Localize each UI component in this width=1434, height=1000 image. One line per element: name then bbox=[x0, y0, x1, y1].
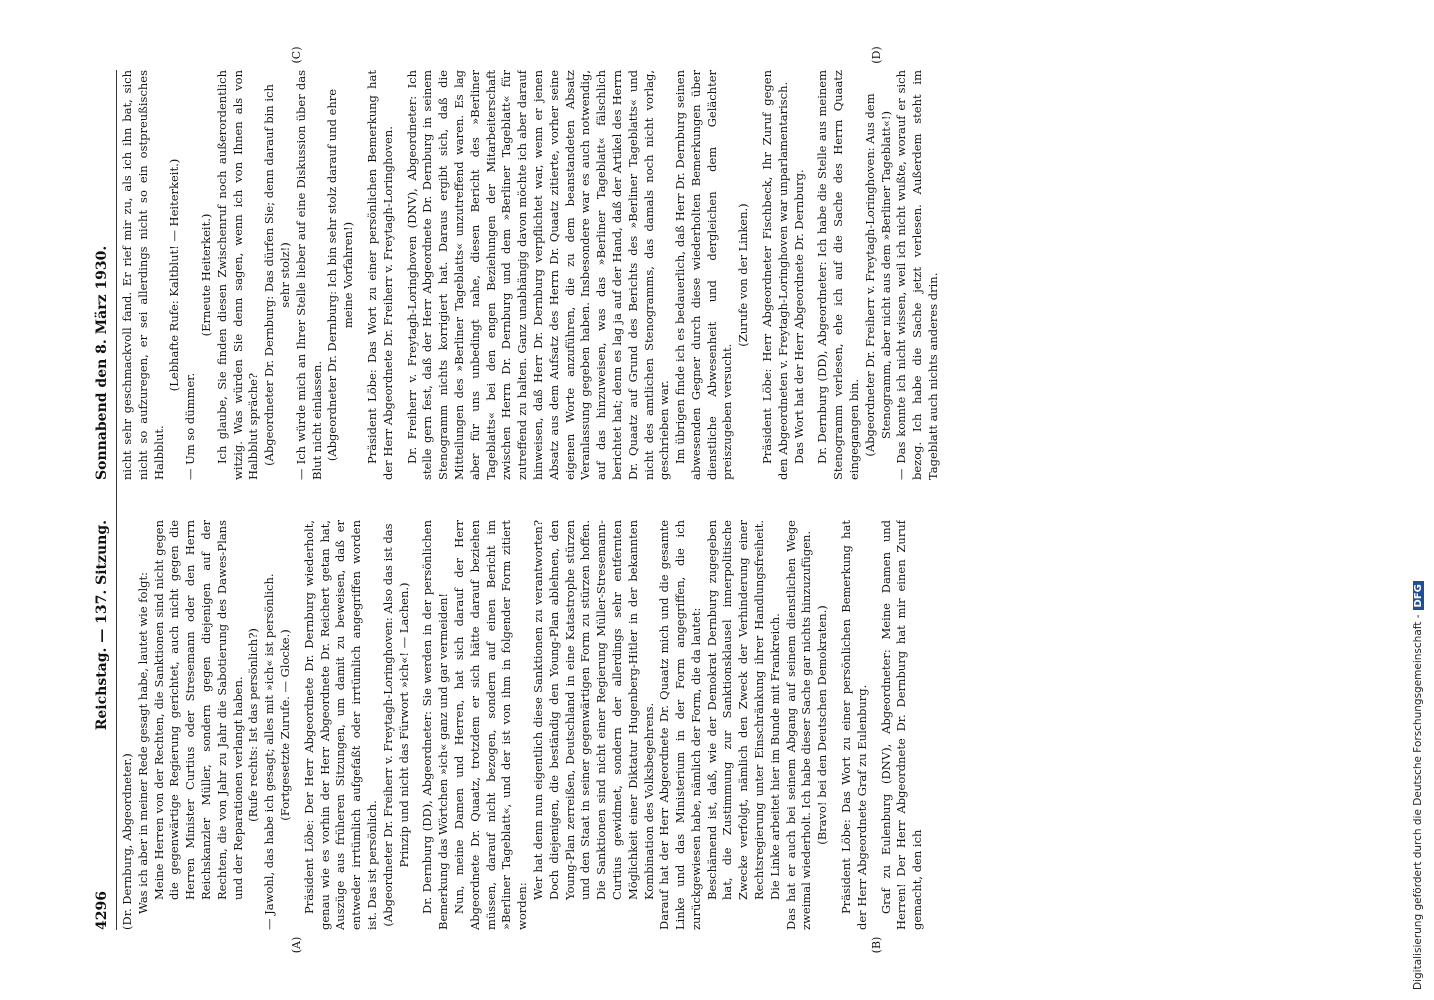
margin-letter-b: (B) bbox=[870, 936, 883, 954]
paragraph: nicht sehr geschmackvoll fand. Er rief mir zu, als ich ihn bat, sich nicht so aufzuregen, er sei allerdings nicht so ein ostpreußisches Halbblut. bbox=[120, 70, 166, 480]
paragraph: Darauf hat der Herr Abgeordnete Dr. Quaatz mich und die gesamte Linke und das Ministerium in der Form angegriffen, die ich zurückgewiesen habe, nämlich der Form, die da lautet: bbox=[657, 520, 703, 930]
interjection: (Abgeordneter Dr. Dernburg: Ich bin sehr stolz darauf und ehre meine Vorfahren!) bbox=[325, 88, 356, 462]
dfg-logo: DFG bbox=[1413, 581, 1424, 610]
interjection: (Zurufe von der Linken.) bbox=[736, 203, 751, 347]
paragraph: Im übrigen finde ich es bedauerlich, daß Herr Dr. Dernburg seinen abwesenden Gegner durch diese wiederholten Bemerkungen über dienstliche Abwesenheit und dergleichen dem Gelächter preiszugeben versucht. bbox=[673, 70, 735, 480]
digitization-credit bbox=[1412, 10, 1430, 990]
margin-letter-a: (A) bbox=[290, 936, 303, 954]
header-title: Reichstag. — 137. Sitzung. bbox=[94, 520, 110, 731]
interjection: (Rufe rechts: Ist das persönlich?) bbox=[246, 628, 261, 822]
paragraph: — Jawohl, das habe ich gesagt; alles mit »ich« ist persönlich. bbox=[262, 573, 277, 930]
interjection: (Erneute Heiterkeit.) bbox=[198, 213, 213, 337]
president-statement: Präsident Löbe: Das Wort zu einer persönlichen Bemerkung hat der Herr Abgeordnete Graf zu Eulenburg. bbox=[839, 520, 869, 930]
interjection: (Fortgesetzte Zurufe. — Glocke.) bbox=[277, 629, 292, 821]
quotation: Wer hat denn nun eigentlich diese Sanktionen zu verantworten? Doch diejenigen, die beständig den Young-Plan ablehnen, den Young-Plan zerreißen, Deutschland in eine Katastrophe stürzen und den Staat in seiner gegenwärtigen Form zu stürzen hoffen. Die Sanktionen sind nicht einer Regierung Müller-Stresemann-Curtius gewidmet, sondern der allerdings sehr entfernten Möglichkeit einer Diktatur Hugenberg-Hitler in der bekannten Kombination des Volksbegehrens. bbox=[530, 520, 656, 900]
credit-text: Digitalisierung gefördert durch die Deutsche Forschungsgemeinschaft - bbox=[1412, 614, 1424, 990]
interjection: (Abgeordneter Dr. Freiherr v. Freytagh-Loringhoven: Also das ist das Prinzip und nicht das Fürwort »ich«! — Lachen.) bbox=[380, 523, 411, 927]
left-column bbox=[120, 520, 1325, 930]
quotation: Beschämend ist, daß, wie der Demokrat Dernburg zugegeben hat, die Zustimmung zur Sanktionsklausel innerpolitische Zwecke verfolgt, nämlich den Zweck der Verhinderung einer Rechtsregierung unter Einschränkung ihrer Handlungsfreiheit. Die Linke arbeitet hier im Bunde mit Frankreich. bbox=[704, 520, 782, 900]
quotation: Meine Herren von der Rechten, die Sanktionen sind nicht gegen die gegenwärtige Regierung gerichtet, auch nicht gegen die Herren Minister Curtius oder Stresemann oder den Herrn Reichskanzler Müller, sondern gegen diejenigen auf der Rechten, die von Jahr zu Jahr die Sabotierung des Dawes-Plans und der Reparationen verlangt haben. bbox=[151, 520, 245, 900]
paragraph: Das hat er auch bei seinem Abgang auf seinem dienstlichen Wege zweimal wiederholt. Ich habe dieser Sache gar nichts hinzuzufügen. bbox=[783, 520, 814, 930]
page-number: 4296 bbox=[94, 891, 110, 930]
header-date: Sonnabend den 8. März 1930. bbox=[94, 245, 110, 480]
speaker-statement: Graf zu Eulenburg (DNV), Abgeordneter: Meine Damen und Herren! Der Herr Abgeordnete Dr. Dernburg hat mir einen Zuruf gemacht, den ich bbox=[878, 520, 925, 930]
interjection: (Bravo! bei den Deutschen Demokraten.) bbox=[815, 605, 830, 845]
rotated-page bbox=[90, 46, 1330, 954]
right-column bbox=[120, 70, 1325, 480]
paragraph: Das Wort hat der Herr Abgeordnete Dr. Dernburg. bbox=[791, 169, 806, 464]
speaker-continuation: (Dr. Dernburg, Abgeordneter.) bbox=[120, 753, 134, 930]
margin-letter-c: (C) bbox=[290, 46, 303, 64]
president-statement: Präsident Löbe: Herr Abgeordneter Fischbeck, Ihr Zuruf gegen den Abgeordneten v. Freytagh-Loringhoven war unparlamentarisch. bbox=[760, 70, 790, 480]
paragraph: — Um so dümmer. bbox=[183, 372, 198, 480]
paragraph: — Ich würde mich an Ihrer Stelle lieber auf eine Diskussion über das Blut nicht einlassen. bbox=[293, 70, 324, 480]
margin-letter-d: (D) bbox=[870, 46, 883, 64]
speaker-statement: Dr. Freiherr v. Freytagh-Loringhoven (DNV), Abgeordneter: Ich stelle gern fest, daß der Herr Abgeordnete Dr. Dernburg in seinem Stenogramm nichts korrigiert hat. Daraus ergibt sich, daß die Mitteilungen des »Berliner Tageblatts« unzutreffend waren. Es lag aber für uns unbedingt nahe, diesen Bericht des »Berliner Tageblatts« bei den engen Beziehungen der Mitarbeiterschaft zwischen Herrn Dr. Dernburg und dem »Berliner Tageblatt« für zutreffend zu halten. Ganz unabhängig davon möchte ich aber darauf hinweisen, daß Herr Dr. Dernburg verpflichtet war, wenn er jenen Absatz aus dem Aufsatz des Herrn Dr. Quaatz zitierte, vorher seine eigenen Worte anzuführen, die zu dem beanstandeten Absatz Veranlassung gegeben haben. Insbesondere war es auch notwendig, auf das hinzuweisen, was das »Berliner Tageblatt« fälschlich berichtet hat; denn es lag ja auf der Hand, daß der Artikel des Herrn Dr. Quaatz auf Grund des Berichts des »Berliner Tageblatts« und nicht des amtlichen Stenogramms, das damals noch nicht vorlag, geschrieben war. bbox=[404, 70, 672, 480]
speaker-statement: Dr. Dernburg (DD), Abgeordneter: Ich habe die Stelle aus meinem Stenogramm verlesen, ehe ich auf die Sache des Herrn Quaatz eingegangen bin. bbox=[815, 70, 862, 480]
page-header bbox=[90, 70, 117, 930]
paragraph: Was ich aber in meiner Rede gesagt habe, lautet wie folgt: bbox=[135, 571, 150, 914]
interjection: (Abgeordneter Dr. Freiherr v. Freytagh-Loringhoven: Aus dem Stenogramm, aber nicht aus dem »Berliner Tageblatt«!) bbox=[862, 93, 893, 457]
paragraph: Nun, meine Damen und Herren, hat sich darauf der Herr Abgeordnete Dr. Quaatz, trotzdem er sich hätte darauf beziehen müssen, darauf nicht bezogen, sondern auf einen Bericht im »Berliner Tageblatt«, und der ist von ihm in folgender Form zitiert worden: bbox=[451, 520, 530, 930]
president-statement: Präsident Löbe: Der Herr Abgeordnete Dr. Dernburg wiederholt, genau wie es vorhin der Herr Abgeordnete Dr. Reichert getan hat, Auszüge aus früheren Sitzungen, um damit zu beweisen, daß er entweder irrtümlich aufgefaßt oder irrtümlich angegriffen worden ist. Das ist persönlich. bbox=[301, 520, 379, 930]
president-statement: Präsident Löbe: Das Wort zu einer persönlichen Bemerkung hat der Herr Abgeordnete Dr. Freiherr v. Freytagh-Loringhoven. bbox=[364, 70, 395, 480]
paragraph: — Das konnte ich nicht wissen, weil ich nicht wußte, worauf er sich bezog. Ich habe die Sache jetzt verlesen. Außerdem steht im Tageblatt auch nichts anderes drin. bbox=[894, 70, 941, 480]
paragraph: Ich glaube, Sie finden diesen Zwischenruf noch außerordentlich witzig. Was würden Sie denn sagen, wenn ich von Ihnen als von Halbblut spräche? bbox=[214, 70, 261, 480]
interjection: (Lebhafte Rufe: Kaltblut! — Heiterkeit.) bbox=[167, 158, 182, 392]
interjection: (Abgeordneter Dr. Dernburg: Das dürfen Sie; denn darauf bin ich sehr stolz!) bbox=[262, 84, 292, 466]
speaker-statement: Dr. Dernburg (DD), Abgeordneter: Sie werden in der persönlichen Bemerkung das Wörtchen »ich« ganz und gar vermeiden! bbox=[420, 520, 451, 930]
